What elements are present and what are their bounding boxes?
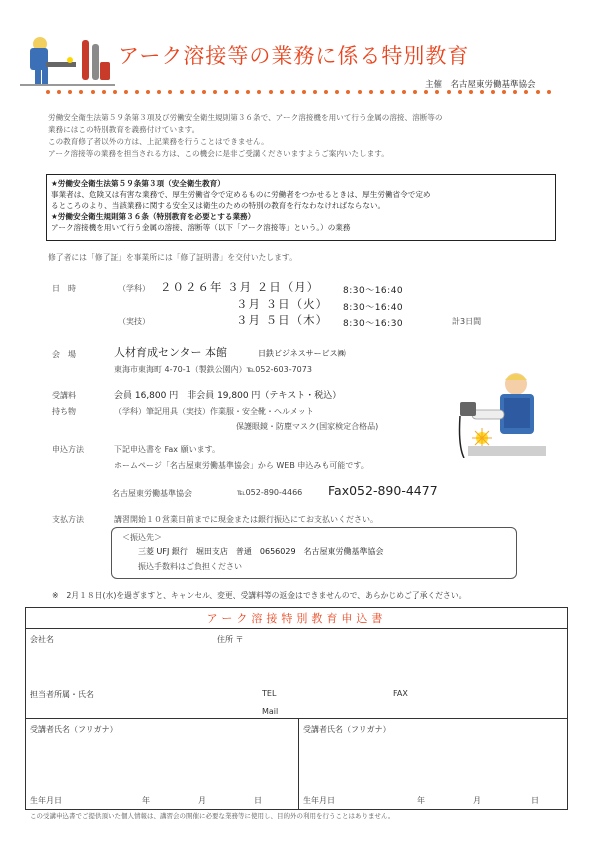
address-field[interactable]: 住所 〒: [217, 635, 244, 644]
birth2-month: 月: [473, 796, 481, 805]
divider-dot: [257, 90, 261, 94]
apply-line2: ホームページ「名古屋東労働基準協会」から WEB 申込みも可能です。: [114, 461, 369, 470]
divider-dot: [102, 90, 106, 94]
form-divider: [26, 718, 567, 719]
fee-text: 会員 16,800 円 非会員 19,800 円（テキスト・税込）: [114, 391, 342, 401]
divider-dot: [235, 90, 239, 94]
divider-dot: [91, 90, 95, 94]
divider-dot: [168, 90, 172, 94]
dotted-divider: [46, 90, 551, 96]
cancel-note: ※ 2月１８日(水)を過ぎますと、キャンセル、変更、受講料等の返金はできませんので、あらかじめご了承ください。: [52, 591, 467, 600]
divider-dot: [324, 90, 328, 94]
items-line1: （学科）筆記用具（実技）作業服・安全靴・ヘルメット: [114, 407, 314, 416]
divider-dot: [180, 90, 184, 94]
divider-dot: [313, 90, 317, 94]
divider-dot: [458, 90, 462, 94]
birth1-year: 年: [142, 796, 150, 805]
divider-dot: [435, 90, 439, 94]
contact-field[interactable]: 担当者所属・氏名: [30, 690, 94, 699]
divider-dot: [146, 90, 150, 94]
sponsor: 主催 名古屋東労働基準協会: [425, 80, 536, 90]
birth2-day: 日: [531, 796, 539, 805]
fee-label: 受講料: [52, 391, 76, 400]
schedule-day1: ２０２６年 ３月 ２日（月）: [160, 280, 320, 294]
law-heading: ★労働安全衛生法第５９条第３項（安全衛生教育）: [51, 179, 225, 188]
divider-dot: [68, 90, 72, 94]
schedule-time2: 8:30～16:40: [343, 303, 404, 313]
divider-dot: [391, 90, 395, 94]
payment-text: 講習開始１０営業日前までに現金または銀行振込にてお支払いください。: [114, 515, 378, 524]
form-divider: [298, 718, 299, 809]
tel-field[interactable]: TEL: [262, 689, 277, 698]
divider-dot: [57, 90, 61, 94]
divider-dot: [202, 90, 206, 94]
divider-dot: [380, 90, 384, 94]
apply-line1: 下記申込書を Fax 願います。: [114, 445, 220, 454]
divider-dot: [346, 90, 350, 94]
bank-account: 三菱 UFJ 銀行 堀田支店 普通 0656029 名古屋東労働基準協会: [138, 547, 384, 556]
intro-line: 業務にはこの特別教育を義務付けています。: [48, 125, 200, 134]
venue-label: 会 場: [52, 350, 76, 359]
divider-dot: [246, 90, 250, 94]
divider-dot: [369, 90, 373, 94]
birth1-day: 日: [254, 796, 262, 805]
intro-line: 労働安全衛生法第５９条第３項及び労働安全衛生規則第３６条で、アーク溶接機を用いて行う金属の溶接、溶断等の: [48, 113, 443, 122]
schedule-total: 計3日間: [452, 317, 482, 326]
divider-dot: [469, 90, 473, 94]
items-line2: 保護眼鏡・防塵マスク(国家検定合格品): [236, 422, 379, 431]
schedule-day3: ３月 ５日（木）: [236, 313, 329, 327]
apply-label: 申込方法: [52, 445, 84, 454]
divider-dot: [335, 90, 339, 94]
mail-field[interactable]: Mail: [262, 707, 279, 716]
divider-dot: [447, 90, 451, 94]
company-field[interactable]: 会社名: [30, 635, 54, 644]
birth1-month: 月: [198, 796, 206, 805]
venue-name: 人材育成センター 本館: [114, 346, 228, 359]
bank-title: ＜振込先＞: [122, 533, 162, 542]
items-label: 持ち物: [52, 407, 76, 416]
divider-dot: [280, 90, 284, 94]
divider-dot: [191, 90, 195, 94]
intro-text: [48, 112, 553, 160]
divider-dot: [135, 90, 139, 94]
bank-fee-note: 振込手数料はご負担ください: [138, 562, 242, 571]
apply-fax: Fax052-890-4477: [328, 483, 438, 498]
divider-dot: [269, 90, 273, 94]
divider-dot: [358, 90, 362, 94]
law-heading: ★労働安全衛生規則第３６条（特別教育を必要とする業務）: [51, 212, 256, 221]
apply-tel: ℡052-890-4466: [237, 488, 303, 497]
divider-dot: [291, 90, 295, 94]
welder-illustration-left: [20, 34, 115, 92]
practical-label: （実技）: [118, 317, 150, 326]
divider-dot: [413, 90, 417, 94]
divider-dot: [124, 90, 128, 94]
intro-line: この教育修了者以外の方は、上記業務を行うことはできません。: [48, 137, 269, 146]
trainee2-field[interactable]: 受講者氏名（フリガナ）: [303, 725, 391, 734]
venue-operator: 日鉄ビジネスサービス㈱: [258, 349, 346, 358]
divider-dot: [46, 90, 50, 94]
birth1-field[interactable]: 生年月日: [30, 796, 62, 805]
schedule-label: 日 時: [52, 284, 76, 293]
divider-dot: [113, 90, 117, 94]
schedule-time1: 8:30～16:40: [343, 286, 404, 296]
law-text: るところのより、当該業務に関する安全又は衛生のための特別の教育を行なわなければならない。: [51, 201, 386, 210]
divider-dot: [502, 90, 506, 94]
schedule-time3: 8:30～16:30: [343, 319, 404, 329]
divider-dot: [402, 90, 406, 94]
divider-dot: [524, 90, 528, 94]
page-title: アーク溶接等の業務に係る特別教育: [118, 44, 470, 68]
welder-illustration-right: [458, 366, 548, 458]
divider-dot: [157, 90, 161, 94]
payment-label: 支払方法: [52, 515, 84, 524]
divider-dot: [424, 90, 428, 94]
divider-dot: [79, 90, 83, 94]
law-text: アーク溶接機を用いて行う金属の溶接、溶断等（以下「アーク溶接等」という。）の業務: [51, 223, 351, 232]
application-form: [25, 607, 568, 810]
divider-dot: [547, 90, 551, 94]
divider-dot: [302, 90, 306, 94]
birth2-field[interactable]: 生年月日: [303, 796, 335, 805]
schedule-day2: ３月 ３日（火）: [236, 297, 329, 311]
completion-note: 修了者には「修了証」を事業所には「修了証明書」を交付いたします。: [48, 253, 297, 262]
fax-field[interactable]: FAX: [393, 689, 408, 698]
lecture-label: （学科）: [118, 284, 150, 293]
trainee1-field[interactable]: 受講者氏名（フリガナ）: [30, 725, 118, 734]
divider-dot: [480, 90, 484, 94]
form-title: アーク溶接特別教育申込書: [26, 608, 567, 629]
bank-box: [111, 527, 517, 579]
law-box: [46, 174, 556, 241]
apply-org: 名古屋東労働基準協会: [112, 489, 192, 498]
divider-dot: [513, 90, 517, 94]
privacy-footer: この受講申込書でご提供頂いた個人情報は、講習会の開催に必要な業務等に使用し、目的外の利用を行うことはありません。: [30, 812, 395, 820]
birth2-year: 年: [417, 796, 425, 805]
venue-address: 東海市東海町 4-70-1（製鉄公園内）℡052-603-7073: [114, 365, 312, 374]
intro-line: アーク溶接等の業務を担当される方は、この機会に是非ご受講くださいますようご案内いたします。: [48, 149, 389, 158]
divider-dot: [491, 90, 495, 94]
law-text: 事業者は、危険又は有害な業務で、厚生労働省令で定めるものに労働者をつかせるときは、厚生労働省令で定め: [51, 190, 431, 199]
divider-dot: [224, 90, 228, 94]
divider-dot: [213, 90, 217, 94]
divider-dot: [536, 90, 540, 94]
